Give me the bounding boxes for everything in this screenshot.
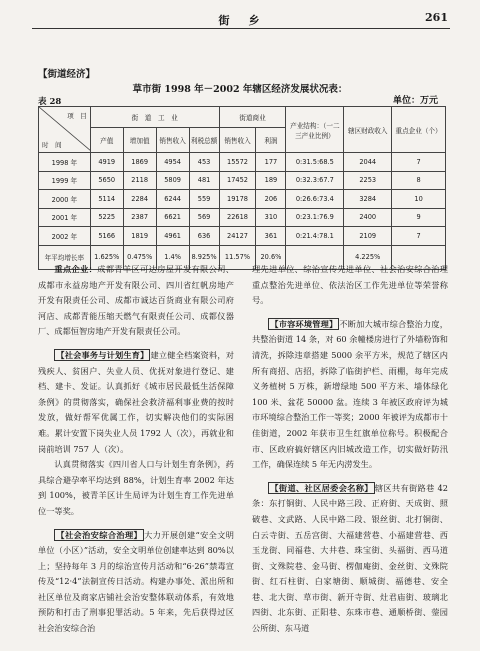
table-cell: 6621 <box>156 208 189 227</box>
table-cell: 2044 <box>344 153 392 172</box>
table-corner-cell <box>39 107 91 153</box>
header-commerce-profit: 利润 <box>256 128 286 153</box>
table-cell: 310 <box>256 208 286 227</box>
table-row <box>39 208 446 227</box>
table-cell: 24127 <box>219 227 256 246</box>
header-structure: 产业结构：（一二三产业比例） <box>286 107 344 153</box>
table-cell: 1998 年 <box>39 153 91 172</box>
community-names-text: 辖区共有街路巷 42 条：东打铜街、人民中路三段、正府街、天成街、照破巷、文武路、人民中路二段、银丝街、北打铜街、白云寺街、五岳宫街、大福建营巷、小福建营巷、西玉龙街、同福巷、大井巷、珠宝街、头福街、西马道街、文殊院巷、金马街、楞伽庵街、金丝街、文殊院街、红石柱街、白家塘街、顺城街、福德巷、安全巷、北大街、草市街、新开寺街、灶君庙街、玻璃北四街、北东街、正阳巷、东珠市巷、通顺桥街、蓥园公所街、东马道 <box>252 482 448 634</box>
table-cell: 5809 <box>156 171 189 190</box>
table-cell: 569 <box>189 208 219 227</box>
community-names-heading: 【街道、社区居委会名称】 <box>270 482 373 493</box>
running-header <box>32 11 450 29</box>
table-cell: 2284 <box>123 190 156 209</box>
table-cell: 4961 <box>156 227 189 246</box>
social-affairs-paragraph <box>38 348 234 457</box>
table-row <box>39 171 446 190</box>
table-cell: 5114 <box>90 190 123 209</box>
header-output: 产值 <box>90 128 123 153</box>
public-security-heading: 【社会治安综合治理】 <box>56 529 143 540</box>
header-key-enterprises: 重点企业（个） <box>392 107 446 153</box>
key-enterprises-text: 成都青羊区可达房屋开发有限公司、成都市永益房地产开发有限公司、四川省红帆房地产开发有限责任公司、成都市诚达百货商业有限公司府河店、成都青能压缩天燃气有限责任公司、成都仪器厂、成都恒智房地产开发有限责任公司。 <box>38 264 234 337</box>
community-names-paragraph <box>252 481 448 637</box>
table-cell: 0:26.6:73.4 <box>286 190 344 209</box>
table-cell: 2000 年 <box>39 190 91 209</box>
table-cell: 19178 <box>219 190 256 209</box>
header-sales: 销售收入 <box>156 128 189 153</box>
right-column <box>252 262 448 637</box>
table-cell: 8 <box>392 171 446 190</box>
public-security-text: 大力开展创建“安全文明单位（小区）”活动，安全文明单位创建率达到 80%以上；坚持每年 3 月的综治宣传月活动和“6·26”禁毒宣传及“12·4”法制宣传日活动。构建办事处、派出所和社区单位及商家店铺社会治安整体联动体系，有效地预防和打击了刑事犯罪活动。5 年来，先后获得过区社会治安综合治 <box>38 529 234 634</box>
table-cell: 0:23.1:76.9 <box>286 208 344 227</box>
table-cell: 1869 <box>123 153 156 172</box>
table-cell: 10 <box>392 190 446 209</box>
social-affairs-heading: 【社会事务与计划生育】 <box>56 349 149 360</box>
table-unit: 单位：万元 <box>392 96 438 106</box>
table-cell: 17452 <box>219 171 256 190</box>
table-cell: 2387 <box>123 208 156 227</box>
table-cell: 2002 年 <box>39 227 91 246</box>
table-cell: 453 <box>189 153 219 172</box>
table-cell: 0:31.5:68.5 <box>286 153 344 172</box>
table-cell: 0.475% <box>123 245 156 269</box>
key-enterprises-lead: 重点企业： <box>54 264 98 274</box>
header-commerce-sales: 销售收入 <box>219 128 256 153</box>
social-affairs-text: 建立健全档案资料，对残疾人、贫困户、失业人员、优抚对象进行登记、建档、建卡、发证。认真抓好《城市居民最低生活保障条例》的贯彻落实，确保社会救济福利事业费的按时发放，做好帮军优属工作，切实解决他们的实际困难。累计安置下岗失业人员 1792 人（次），再就业和岗前培训 757 人（次）。 <box>38 349 234 454</box>
header-commerce-group: 街道商业 <box>219 107 286 128</box>
header-industry-group: 街 道 工 业 <box>90 107 219 128</box>
table-cell: 15572 <box>219 153 256 172</box>
table-cell: 4954 <box>156 153 189 172</box>
header-fiscal: 辖区财政收入 <box>344 107 392 153</box>
table-caption: 草市街 1998 年－2002 年辖区经济发展状况表： <box>132 84 348 95</box>
table-cell: 1.625% <box>90 245 123 269</box>
city-environment-heading: 【市容环境管理】 <box>270 318 338 329</box>
corner-time-label: 时 间 <box>42 141 62 149</box>
table-cell: 8.925% <box>189 245 219 269</box>
table-row <box>39 190 446 209</box>
table-cell: 7 <box>392 227 446 246</box>
table-cell: 189 <box>256 171 286 190</box>
city-environment-paragraph <box>252 317 448 473</box>
section-tag: 【街道经济】 <box>38 69 96 80</box>
table-cell: 9 <box>392 208 446 227</box>
security-continued-paragraph: 理先进单位、综治宣传先进单位、社会治安综合治理重点整治先进单位、依法治区工作先进单位等荣誉称号。 <box>252 264 448 306</box>
table-cell: 2400 <box>344 208 392 227</box>
table-cell: 481 <box>189 171 219 190</box>
table-cell: 5650 <box>90 171 123 190</box>
table-cell: 11.57% <box>219 245 256 269</box>
table-cell: 4919 <box>90 153 123 172</box>
family-planning-paragraph: 认真贯彻落实《四川省人口与计划生育条例》，药具综合避孕率平均达到 88%，计划生育率 2002 年达到 100%，被青羊区计生局评为计划生育工作先进单位一等奖。 <box>38 459 234 516</box>
table-cell: 5225 <box>90 208 123 227</box>
key-enterprises-paragraph <box>38 262 234 340</box>
table-cell: 636 <box>189 227 219 246</box>
table-cell: 2109 <box>344 227 392 246</box>
table-cell: 0:21.4:78.1 <box>286 227 344 246</box>
table-cell: 0:32.3:67.7 <box>286 171 344 190</box>
table-cell: 177 <box>256 153 286 172</box>
table-cell: 1.4% <box>156 245 189 269</box>
public-security-paragraph <box>38 528 234 637</box>
table-cell: 2118 <box>123 171 156 190</box>
table-row <box>39 153 446 172</box>
table-cell: 5166 <box>90 227 123 246</box>
table-number: 表 28 <box>38 97 62 107</box>
table-cell: 2253 <box>344 171 392 190</box>
table-cell: 206 <box>256 190 286 209</box>
avg-label-cell: 年平均增长率 <box>39 245 91 269</box>
table-row <box>39 227 446 246</box>
left-column <box>38 262 234 637</box>
header-tax: 利税总额 <box>189 128 219 153</box>
table-cell: 7 <box>392 153 446 172</box>
table-cell: 2001 年 <box>39 208 91 227</box>
table-cell: 20.6% <box>256 245 286 269</box>
table-cell: 559 <box>189 190 219 209</box>
table-cell: 361 <box>256 227 286 246</box>
page-number: 261 <box>425 11 448 24</box>
table-cell: 1999 年 <box>39 171 91 190</box>
corner-item-label: 项 目 <box>67 112 87 120</box>
table-cell: 22618 <box>219 208 256 227</box>
economic-table <box>38 106 446 270</box>
header-added-value: 增加值 <box>123 128 156 153</box>
table-cell: 4.225% <box>344 245 392 269</box>
table-cell: 1819 <box>123 227 156 246</box>
city-environment-text: 不断加大城市综合整治力度，共整治街道 14 条，对 60 余幢楼房进行了外墙粉饰和清洗，拆除违章搭建 5000 余平方米，规范了辖区内所有商招、店招，拆除了临街护栏、雨棚，每年完成义务植树 5 万株，新增绿地 500 平方米、墙体绿化 100 米、盆花 50000 盆。连续 3 年被区政府评为城市环境综合整治工作一等奖；2000 年被评为成都市十佳街道，2002 年获市卫生红旗单位称号。积极配合市、区政府搞好辖区内旧城改造工作，切实做好防汛工作，确保连续 5 年无内涝发生。 <box>252 318 448 470</box>
header-title: 街 乡 <box>218 14 264 27</box>
table-cell: 6244 <box>156 190 189 209</box>
table-cell: 3284 <box>344 190 392 209</box>
